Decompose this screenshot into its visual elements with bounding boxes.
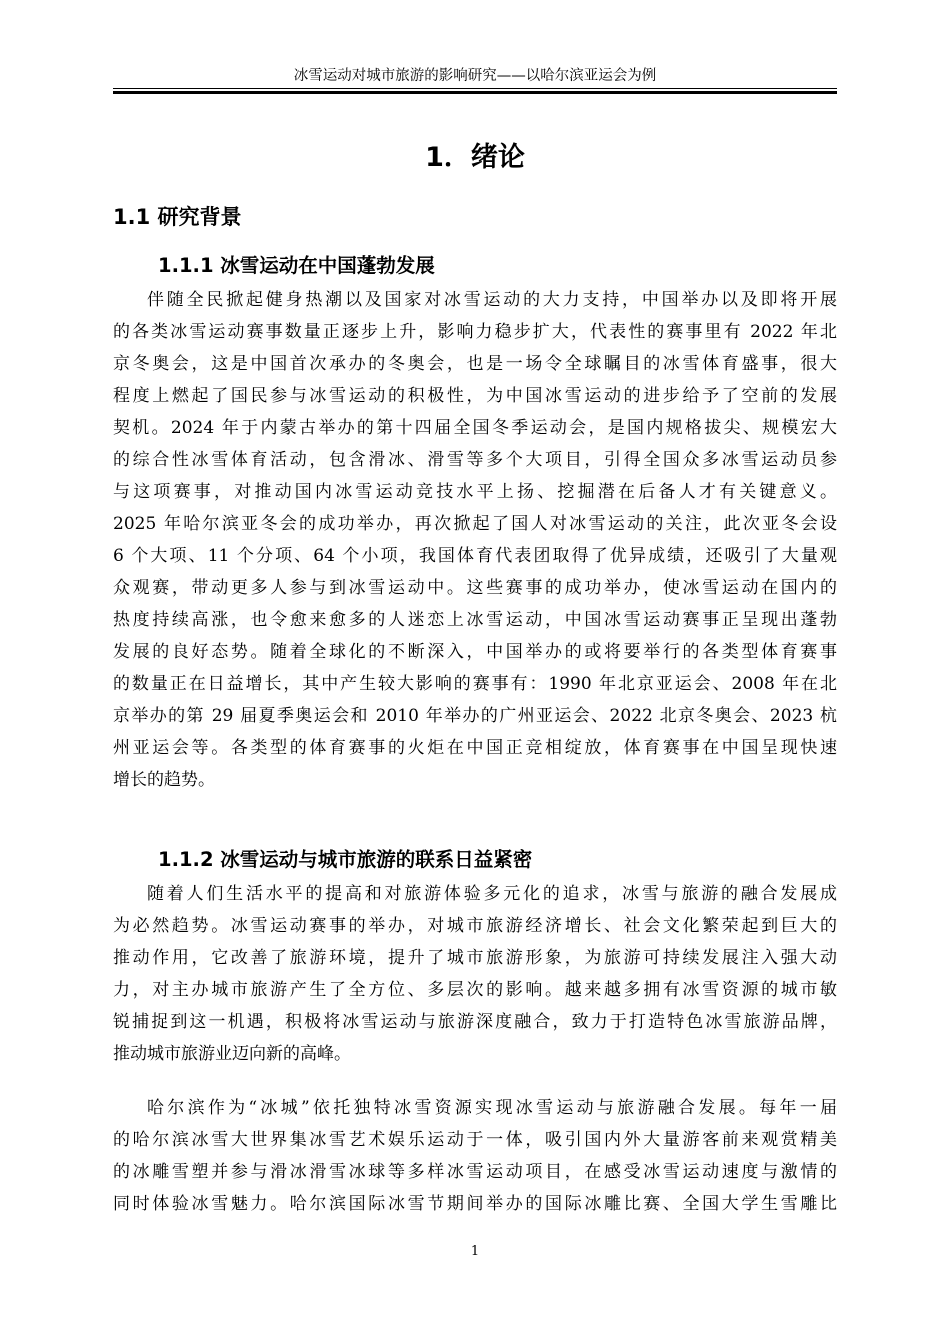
paragraph-line: 的数量正在日益增长，其中产生较大影响的赛事有：1990 年北京亚运会、2008 年在北 bbox=[113, 674, 837, 694]
paragraph-line: 京冬奥会，这是中国首次承办的冬奥会，也是一场令全球瞩目的冰雪体育盛事，很大 bbox=[113, 354, 837, 374]
paragraph-line: 力，对主办城市旅游产生了全方位、多层次的影响。越来越多拥有冰雪资源的城市敏 bbox=[113, 980, 837, 1000]
paragraph-line: 为必然趋势。冰雪运动赛事的举办，对城市旅游经济增长、社会文化繁荣起到巨大的 bbox=[113, 916, 837, 936]
paragraph-line: 契机。2024 年于内蒙古举办的第十四届全国冬季运动会，是国内规格拔尖、规模宏大 bbox=[113, 418, 837, 438]
paragraph-line: 的综合性冰雪体育活动，包含滑冰、滑雪等多个大项目，引得全国众多冰雪运动员参 bbox=[113, 450, 837, 470]
subsection-heading-1-1-1: 1.1.1 冰雪运动在中国蓬勃发展 bbox=[158, 254, 435, 277]
paragraph-line: 众观赛，带动更多人参与到冰雪运动中。这些赛事的成功举办，使冰雪运动在国内的 bbox=[113, 578, 837, 598]
paragraph-line: 推动城市旅游业迈向新的高峰。 bbox=[113, 1044, 351, 1064]
paragraph-line: 2025 年哈尔滨亚冬会的成功举办，再次掀起了国人对冰雪运动的关注，此次亚冬会设 bbox=[113, 514, 837, 534]
paragraph-line: 推动作用，它改善了旅游环境，提升了城市旅游形象，为旅游可持续发展注入强大动 bbox=[113, 948, 837, 968]
paragraph-line: 哈尔滨作为“冰城”依托独特冰雪资源实现冰雪运动与旅游融合发展。每年一届 bbox=[147, 1098, 837, 1118]
page-number: 1 bbox=[470, 1244, 480, 1259]
paragraph-line: 程度上燃起了国民参与冰雪运动的积极性，为中国冰雪运动的进步给予了空前的发展 bbox=[113, 386, 837, 406]
header-rule-thin bbox=[113, 88, 837, 89]
paragraph-line: 同时体验冰雪魅力。哈尔滨国际冰雪节期间举办的国际冰雕比赛、全国大学生雪雕比 bbox=[113, 1194, 837, 1214]
paragraph-line: 的冰雕雪塑并参与滑冰滑雪冰球等多样冰雪运动项目，在感受冰雪运动速度与激情的 bbox=[113, 1162, 837, 1182]
chapter-title: 1．绪论 bbox=[425, 142, 525, 173]
paragraph-line: 伴随全民掀起健身热潮以及国家对冰雪运动的大力支持，中国举办以及即将开展 bbox=[147, 290, 837, 310]
subsection-heading-1-1-2: 1.1.2 冰雪运动与城市旅游的联系日益紧密 bbox=[158, 848, 533, 871]
paragraph-line: 与这项赛事，对推动国内冰雪运动竞技水平上扬、挖掘潜在后备人才有关键意义。 bbox=[113, 482, 837, 502]
running-header: 冰雪运动对城市旅游的影响研究——以哈尔滨亚运会为例 bbox=[293, 68, 657, 84]
paragraph-line: 锐捕捉到这一机遇，积极将冰雪运动与旅游深度融合，致力于打造特色冰雪旅游品牌， bbox=[113, 1012, 837, 1032]
paragraph-line: 热度持续高涨，也令愈来愈多的人迷恋上冰雪运动，中国冰雪运动赛事正呈现出蓬勃 bbox=[113, 610, 837, 630]
paragraph-line: 6 个大项、11 个分项、64 个小项，我国体育代表团取得了优异成绩，还吸引了大量观 bbox=[113, 546, 837, 566]
paragraph-line: 的各类冰雪运动赛事数量正逐步上升，影响力稳步扩大，代表性的赛事里有 2022 年北 bbox=[113, 322, 837, 342]
paragraph-line: 京举办的第 29 届夏季奥运会和 2010 年举办的广州亚运会、2022 北京冬奥会、2023 杭 bbox=[113, 706, 837, 726]
section-heading-1-1: 1.1 研究背景 bbox=[113, 205, 242, 229]
paragraph-line: 州亚运会等。各类型的体育赛事的火炬在中国正竞相绽放，体育赛事在中国呈现快速 bbox=[113, 738, 837, 758]
paragraph-line: 增长的趋势。 bbox=[113, 770, 215, 790]
paragraph-line: 随着人们生活水平的提高和对旅游体验多元化的追求，冰雪与旅游的融合发展成 bbox=[147, 884, 837, 904]
paragraph-1-1-1 bbox=[113, 284, 837, 796]
paragraph-1-1-2-b bbox=[113, 1092, 837, 1220]
header-rule-thick bbox=[113, 91, 837, 94]
paragraph-1-1-2-a bbox=[113, 878, 837, 1070]
paragraph-line: 的哈尔滨冰雪大世界集冰雪艺术娱乐运动于一体，吸引国内外大量游客前来观赏精美 bbox=[113, 1130, 837, 1150]
paragraph-line: 发展的良好态势。随着全球化的不断深入，中国举办的或将要举行的各类型体育赛事 bbox=[113, 642, 837, 662]
